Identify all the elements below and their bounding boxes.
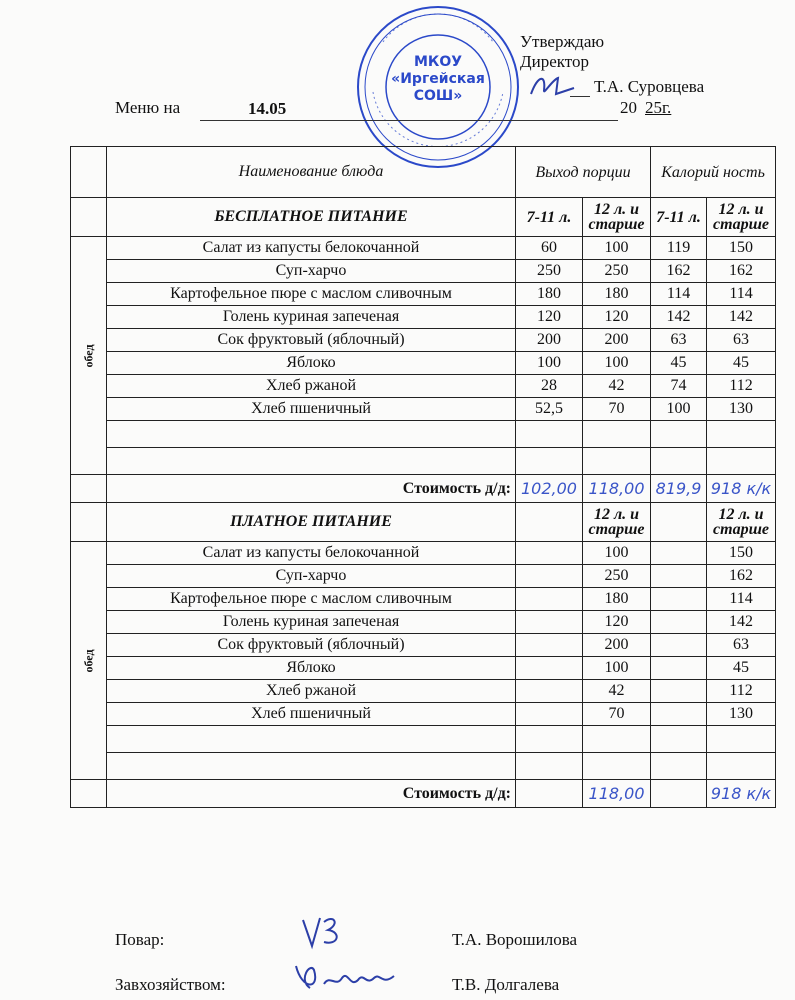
empty-row — [71, 753, 776, 780]
table-row — [71, 703, 776, 726]
table-row — [71, 565, 776, 588]
output-7-11: 250 — [516, 260, 583, 283]
empty-cell — [707, 421, 776, 448]
output-12: 180 — [583, 283, 651, 306]
dish-name: Голень куриная запеченая — [107, 306, 516, 329]
dish-name: Салат из капусты белокочанной — [107, 542, 516, 565]
empty-cell — [516, 680, 583, 703]
table-row — [71, 611, 776, 634]
menu-table — [70, 146, 776, 808]
empty-cell — [651, 503, 707, 542]
dish-name: Суп-харчо — [107, 260, 516, 283]
output-7-11: 28 — [516, 375, 583, 398]
side-cell — [71, 780, 107, 808]
paid-col-age-12-output: 12 л. и старше — [583, 503, 651, 542]
output-12: 100 — [583, 352, 651, 375]
dish-name: Салат из капусты белокочанной — [107, 237, 516, 260]
empty-row — [71, 448, 776, 475]
calories-12: 63 — [707, 329, 776, 352]
calories-7-11: 63 — [651, 329, 707, 352]
dish-name: Яблоко — [107, 352, 516, 375]
calories-total-12: 918 к/к — [707, 475, 776, 503]
empty-cell — [707, 726, 776, 753]
manager-signature-icon — [290, 960, 400, 996]
output-7-11: 200 — [516, 329, 583, 352]
output-12: 70 — [583, 703, 651, 726]
cost-12: 118,00 — [583, 780, 651, 808]
empty-cell — [107, 421, 516, 448]
dish-name-header: Наименование блюда — [107, 147, 516, 198]
output-12: 180 — [583, 588, 651, 611]
empty-cell — [516, 448, 583, 475]
table-row — [71, 237, 776, 260]
calories-7-11: 142 — [651, 306, 707, 329]
empty-cell — [651, 611, 707, 634]
empty-cell — [516, 634, 583, 657]
table-header-row — [71, 147, 776, 198]
cost-label: Стоимость д/д: — [107, 475, 516, 503]
dish-name: Хлеб пшеничный — [107, 703, 516, 726]
paid-side-label: обед — [81, 648, 95, 673]
cook-signature-icon — [298, 912, 358, 952]
calories-12: 162 — [707, 565, 776, 588]
empty-cell — [516, 657, 583, 680]
year-prefix: 20 — [620, 98, 637, 117]
table-row — [71, 542, 776, 565]
table-row — [71, 352, 776, 375]
stamp-line-1: МКОУ — [413, 54, 463, 70]
dish-name: Яблоко — [107, 657, 516, 680]
dish-name: Картофельное пюре с маслом сливочным — [107, 588, 516, 611]
table-row — [71, 588, 776, 611]
output-7-11: 100 — [516, 352, 583, 375]
cost-label: Стоимость д/д: — [107, 780, 516, 808]
table-row — [71, 260, 776, 283]
output-12: 42 — [583, 680, 651, 703]
dish-name: Сок фруктовый (яблочный) — [107, 634, 516, 657]
output-7-11: 60 — [516, 237, 583, 260]
stamp-line-3: СОШ» — [413, 88, 463, 104]
paid-section-title: ПЛАТНОЕ ПИТАНИЕ — [107, 503, 516, 542]
table-row — [71, 398, 776, 421]
output-12: 100 — [583, 542, 651, 565]
empty-cell — [651, 421, 707, 448]
calories-12: 130 — [707, 398, 776, 421]
empty-cell — [651, 703, 707, 726]
calories-12: 63 — [707, 634, 776, 657]
year-suffix: 25г. — [645, 98, 672, 117]
table-row — [71, 329, 776, 352]
empty-cell — [707, 753, 776, 780]
free-col-age-12-calories: 12 л. и старше — [707, 198, 776, 237]
table-row — [71, 657, 776, 680]
approve-text: Утверждаю — [520, 32, 605, 51]
calories-12: 45 — [707, 657, 776, 680]
empty-row — [71, 726, 776, 753]
empty-cell — [516, 565, 583, 588]
calories-total-7-11: 819,9 — [651, 475, 707, 503]
dish-name: Хлеб пшеничный — [107, 398, 516, 421]
output-12: 250 — [583, 260, 651, 283]
output-7-11: 180 — [516, 283, 583, 306]
calories-header: Калорий ность — [651, 147, 776, 198]
empty-cell — [651, 780, 707, 808]
calories-7-11: 114 — [651, 283, 707, 306]
side-cell — [71, 198, 107, 237]
empty-cell — [516, 542, 583, 565]
empty-cell — [107, 726, 516, 753]
output-12: 200 — [583, 329, 651, 352]
calories-12: 114 — [707, 283, 776, 306]
calories-7-11: 119 — [651, 237, 707, 260]
cook-name: Т.А. Ворошилова — [452, 930, 578, 949]
calories-12: 45 — [707, 352, 776, 375]
free-cost-row — [71, 475, 776, 503]
table-row — [71, 306, 776, 329]
dish-name: Суп-харчо — [107, 565, 516, 588]
empty-cell — [516, 780, 583, 808]
empty-cell — [651, 448, 707, 475]
output-header: Выход порции — [516, 147, 651, 198]
table-row — [71, 680, 776, 703]
side-cell — [71, 475, 107, 503]
empty-cell — [651, 657, 707, 680]
empty-cell — [651, 753, 707, 780]
dish-name: Хлеб ржаной — [107, 680, 516, 703]
dish-name: Голень куриная запеченая — [107, 611, 516, 634]
dish-name: Картофельное пюре с маслом сливочным — [107, 283, 516, 306]
output-12: 100 — [583, 237, 651, 260]
paid-col-age-12-calories: 12 л. и старше — [707, 503, 776, 542]
empty-row — [71, 421, 776, 448]
paid-section-title-row — [71, 503, 776, 542]
free-col-age-12-output: 12 л. и старше — [583, 198, 651, 237]
cost-12: 118,00 — [583, 475, 651, 503]
manager-label: Завхозяйством: — [115, 975, 226, 994]
output-12: 70 — [583, 398, 651, 421]
empty-cell — [583, 421, 651, 448]
side-cell — [71, 503, 107, 542]
calories-12: 114 — [707, 588, 776, 611]
free-col-age-7-11-calories: 7-11 л. — [651, 198, 707, 237]
paid-side-label-cell — [71, 542, 107, 780]
output-12: 100 — [583, 657, 651, 680]
free-section-title-row — [71, 198, 776, 237]
empty-cell — [107, 448, 516, 475]
free-side-label: обед — [81, 343, 95, 368]
menu-label: Меню на — [115, 98, 181, 117]
table-row — [71, 634, 776, 657]
paid-cost-row — [71, 780, 776, 808]
calories-12: 142 — [707, 306, 776, 329]
free-col-age-7-11-output: 7-11 л. — [516, 198, 583, 237]
empty-cell — [651, 588, 707, 611]
calories-12: 112 — [707, 680, 776, 703]
empty-cell — [707, 448, 776, 475]
empty-cell — [583, 726, 651, 753]
empty-cell — [583, 753, 651, 780]
free-section-title: БЕСПЛАТНОЕ ПИТАНИЕ — [107, 198, 516, 237]
empty-cell — [516, 753, 583, 780]
output-7-11: 120 — [516, 306, 583, 329]
empty-cell — [516, 588, 583, 611]
dish-name: Хлеб ржаной — [107, 375, 516, 398]
calories-7-11: 45 — [651, 352, 707, 375]
calories-12: 112 — [707, 375, 776, 398]
approval-block — [520, 32, 604, 72]
stamp-line-2: «Иргейская — [391, 71, 485, 87]
calories-7-11: 100 — [651, 398, 707, 421]
director-name: Т.А. Суровцева — [594, 77, 705, 96]
empty-cell — [651, 680, 707, 703]
empty-cell — [583, 448, 651, 475]
empty-cell — [516, 726, 583, 753]
calories-7-11: 162 — [651, 260, 707, 283]
output-12: 120 — [583, 306, 651, 329]
cook-label: Повар: — [115, 930, 165, 949]
empty-cell — [516, 611, 583, 634]
output-7-11: 52,5 — [516, 398, 583, 421]
calories-12: 150 — [707, 542, 776, 565]
menu-date: 14.05 — [248, 99, 287, 118]
empty-cell — [107, 753, 516, 780]
signature-line — [570, 96, 590, 97]
calories-12: 142 — [707, 611, 776, 634]
calories-12: 130 — [707, 703, 776, 726]
empty-cell — [651, 634, 707, 657]
output-12: 200 — [583, 634, 651, 657]
table-row — [71, 375, 776, 398]
output-12: 42 — [583, 375, 651, 398]
empty-cell — [651, 565, 707, 588]
side-cell — [71, 147, 107, 198]
dish-name: Сок фруктовый (яблочный) — [107, 329, 516, 352]
cost-7-11: 102,00 — [516, 475, 583, 503]
empty-cell — [651, 542, 707, 565]
table-row — [71, 283, 776, 306]
empty-cell — [516, 421, 583, 448]
calories-7-11: 74 — [651, 375, 707, 398]
director-title: Директор — [520, 52, 589, 71]
empty-cell — [516, 503, 583, 542]
free-side-label-cell — [71, 237, 107, 475]
empty-cell — [516, 703, 583, 726]
calories-12: 150 — [707, 237, 776, 260]
calories-12: 162 — [707, 260, 776, 283]
output-12: 120 — [583, 611, 651, 634]
manager-name: Т.В. Долгалева — [452, 975, 560, 994]
calories-total-12: 918 к/к — [707, 780, 776, 808]
output-12: 250 — [583, 565, 651, 588]
empty-cell — [651, 726, 707, 753]
